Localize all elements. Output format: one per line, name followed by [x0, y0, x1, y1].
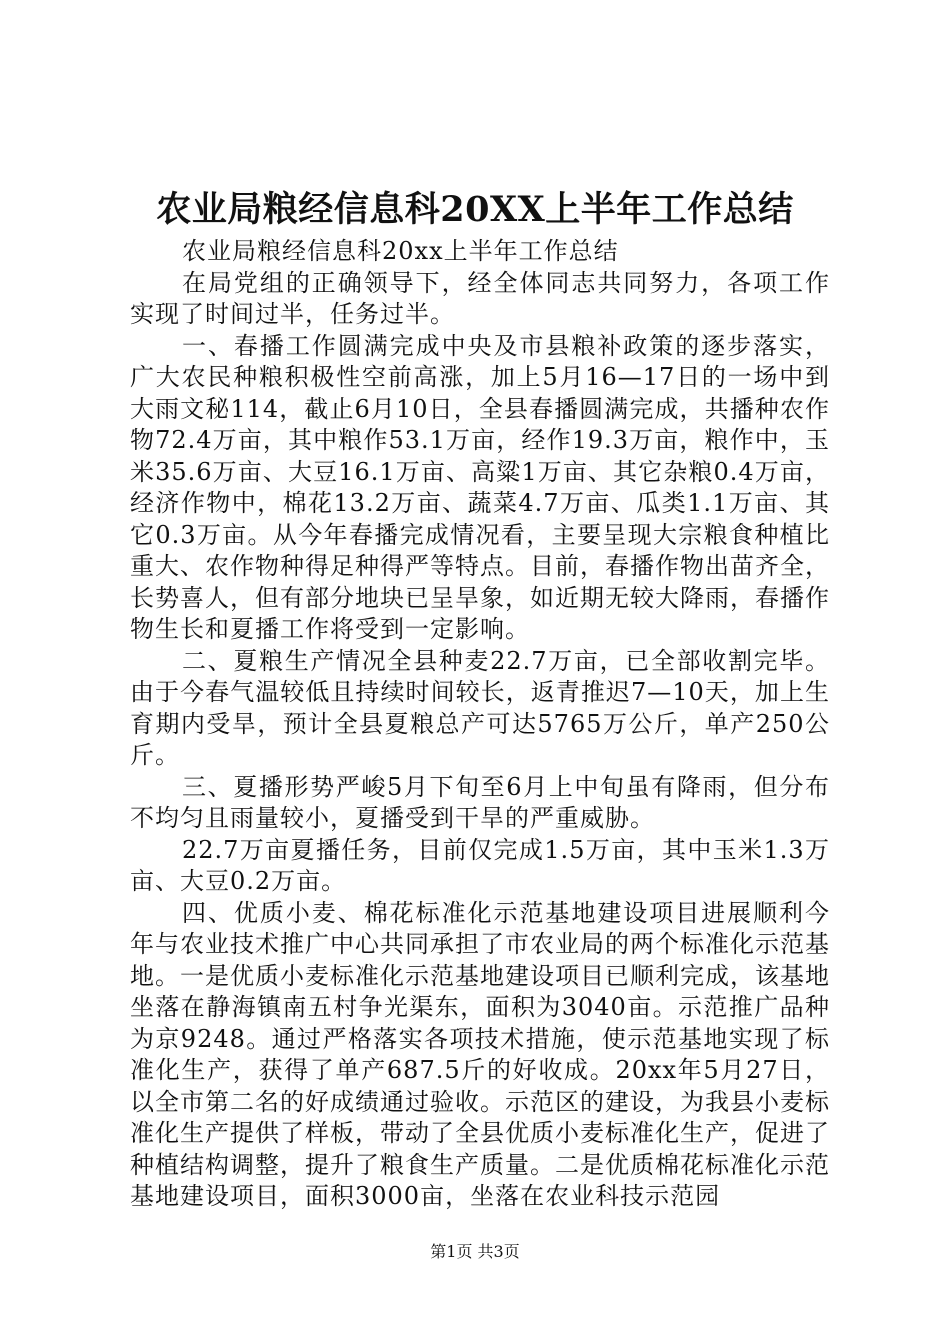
paragraph-intro: 在局党组的正确领导下，经全体同志共同努力，各项工作实现了时间过半，任务过半。	[130, 268, 830, 328]
paragraph-demonstration-base: 四、优质小麦、棉花标准化示范基地建设项目进展顺利今年与农业技术推广中心共同承担了市农业局的两个标准化示范基地。一是优质小麦标准化示范基地建设项目已顺利完成，该基地坐落在静海镇南五村争光渠东，面积为3040亩。示范推广品种为京9248。通过严格落实各项技术措施，使示范基地实现了标准化生产，获得了单产687.5斤的好收成。20xx年5月27日，以全市第二名的好成绩通过验收。示范区的建设，为我县小麦标准化生产提供了样板，带动了全县优质小麦标准化生产，促进了种植结构调整，提升了粮食生产质量。二是优质棉花标准化示范基地建设项目，面积3000亩，坐落在农业科技示范园	[130, 898, 830, 1210]
paragraph-spring-sowing: 一、春播工作圆满完成中央及市县粮补政策的逐步落实，广大农民种粮积极性空前高涨，加上5月16—17日的一场中到大雨文秘114，截止6月10日，全县春播圆满完成，共播种农作物72.4万亩，其中粮作53.1万亩，经作19.3万亩，粮作中，玉米35.6万亩、大豆16.1万亩、高粱1万亩、其它杂粮0.4万亩，经济作物中，棉花13.2万亩、蔬菜4.7万亩、瓜类1.1万亩、其它0.3万亩。从今年春播完成情况看，主要呈现大宗粮食种植比重大、农作物种得足种得严等特点。目前，春播作物出苗齐全，长势喜人，但有部分地块已呈旱象，如近期无较大降雨，春播作物生长和夏播工作将受到一定影响。	[130, 331, 830, 643]
paragraph-summer-sowing: 三、夏播形势严峻5月下旬至6月上中旬虽有降雨，但分布不均匀且雨量较小，夏播受到干旱的严重威胁。	[130, 772, 830, 832]
page-number-footer: 第1页 共3页	[430, 1242, 520, 1261]
document-body	[130, 236, 830, 1213]
paragraph-subtitle: 农业局粮经信息科20xx上半年工作总结	[182, 237, 619, 265]
paragraph-summer-sowing-tasks: 22.7万亩夏播任务，目前仅完成1.5万亩，其中玉米1.3万亩、大豆0.2万亩。	[130, 835, 830, 895]
paragraph-summer-grain: 二、夏粮生产情况全县种麦22.7万亩，已全部收割完毕。由于今春气温较低且持续时间较长，返青推迟7—10天，加上生育期内受旱，预计全县夏粮总产可达5765万公斤，单产250公斤。	[130, 646, 830, 769]
document-title: 农业局粮经信息科20XX上半年工作总结	[156, 189, 794, 230]
